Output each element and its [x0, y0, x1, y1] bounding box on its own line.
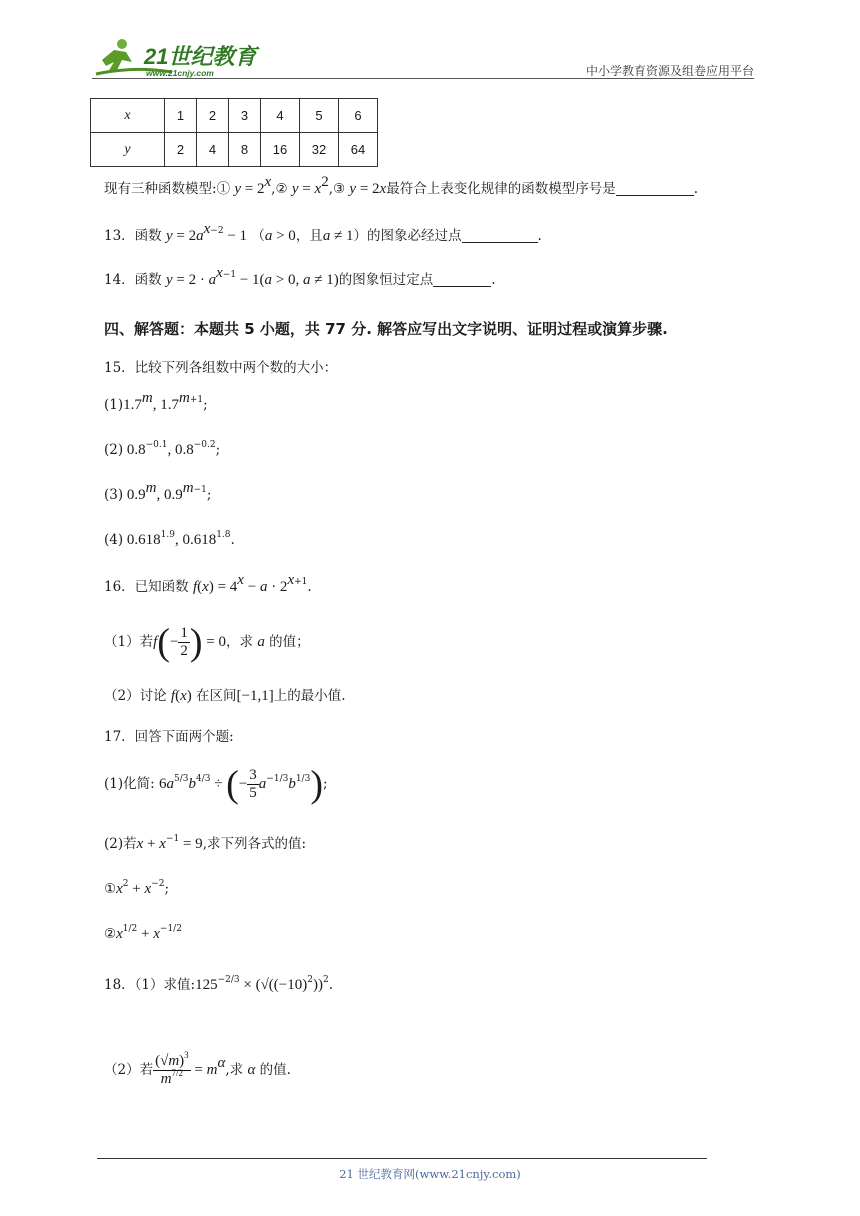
- site-name: 中小学教育资源及组卷应用平台: [585, 64, 754, 78]
- header-divider: [92, 78, 754, 79]
- table-cell: 6: [339, 99, 378, 133]
- table-header-x: x: [91, 99, 165, 133]
- svg-text:21世纪教育: 21世纪教育: [144, 44, 257, 69]
- section-title: 四、解答题：本题共 5 小题，共 77 分. 解答应写出文字说明、证明过程或演算步骤.: [104, 320, 668, 338]
- question-16-part-2: （2）讨论 f(x) 在区间[−1,1]上的最小值.: [104, 688, 346, 704]
- table-cell: 4: [197, 133, 229, 167]
- question-15-stem: 15．比较下列各组数中两个数的大小：: [104, 360, 338, 376]
- question-17-sub-2: $②x^{1/2} + x^{-1/2}$: [104, 924, 182, 942]
- footer-text: 21 世纪教育网(www.21cnjy.com): [339, 1167, 521, 1181]
- table-cell: 3: [229, 99, 261, 133]
- table-cell: 1: [165, 99, 197, 133]
- table-cell: 16: [261, 133, 300, 167]
- table-cell: 32: [300, 133, 339, 167]
- table-cell: 2: [165, 133, 197, 167]
- table-header-y: y: [91, 133, 165, 167]
- answer-blank[interactable]: [616, 181, 694, 196]
- table-cell: 64: [339, 133, 378, 167]
- question-17-part-1: (1)化简: $6a^{5/3}b^{4/3}$ ÷ (− $\frac{3}{5}$ $a^{-1/3}b^{1/3}$);: [104, 763, 328, 806]
- question-18-part-2: （2）若 $\frac{(√m)^3}{m^{7/2}}$ = $m^\alpha$,求 α 的值.: [104, 1050, 291, 1087]
- question-17-sub-1: $①x^2 + x^{-2}$;: [104, 879, 169, 897]
- question-17-stem: 17．回答下面两个题:: [104, 729, 234, 745]
- site-logo: [92, 36, 262, 80]
- q12-models-line: 现有三种函数模型:① $y = 2^x,②$ $y = x^2,③$ y = 2x最符合上表变化规律的函数模型序号是 .: [104, 174, 698, 197]
- question-13: 13．函数 $y = 2a^{x-2} - 1$ （a > 0，且a ≠ 1）的图象必经过点 .: [104, 221, 542, 244]
- table-cell: 2: [197, 99, 229, 133]
- question-14: 14．函数 $y = 2 \cdot a^{x-1} - 1(a > 0$, a ≠ 1)的图象恒过定点 .: [104, 265, 496, 288]
- runner-logo-icon: [92, 36, 262, 80]
- footer-divider: [97, 1158, 707, 1159]
- q15-item-2: (2) $0.8^{-0.1}$, $0.8^{-0.2}$;: [104, 440, 221, 458]
- q15-item-3: (3) 0.9$^m$, $0.9^{m-1}$;: [104, 480, 212, 503]
- answer-blank[interactable]: [433, 272, 491, 287]
- answer-blank[interactable]: [462, 228, 538, 243]
- question-16-stem: 16．已知函数 $f(x) = 4^x - a \cdot 2^{x+1}$.: [104, 572, 312, 595]
- svg-text:www.21cnjy.com: www.21cnjy.com: [146, 68, 214, 78]
- table-cell: 4: [261, 99, 300, 133]
- xy-table: [90, 98, 378, 167]
- table-cell: 5: [300, 99, 339, 133]
- question-17-part-2: (2)若$x + x^{-1} = 9$,求下列各式的值:: [104, 834, 307, 852]
- table-cell: 8: [229, 133, 261, 167]
- question-18-part-1: 18．（1）求值$:125^{-2/3} \times (√((-10)^2))^2$.: [104, 975, 334, 993]
- q15-item-1: (1)1.7$^m$, $1.7^{m+1}$;: [104, 390, 208, 413]
- q15-item-4: (4) $0.618^{1.9}$, $0.618^{1.8}$.: [104, 530, 235, 548]
- table-row-y: [91, 133, 378, 167]
- table-row-x: [91, 99, 378, 133]
- question-16-part-1: （1）若f(− $\frac{1}{2}$ ) = 0，求 a 的值；: [104, 621, 310, 664]
